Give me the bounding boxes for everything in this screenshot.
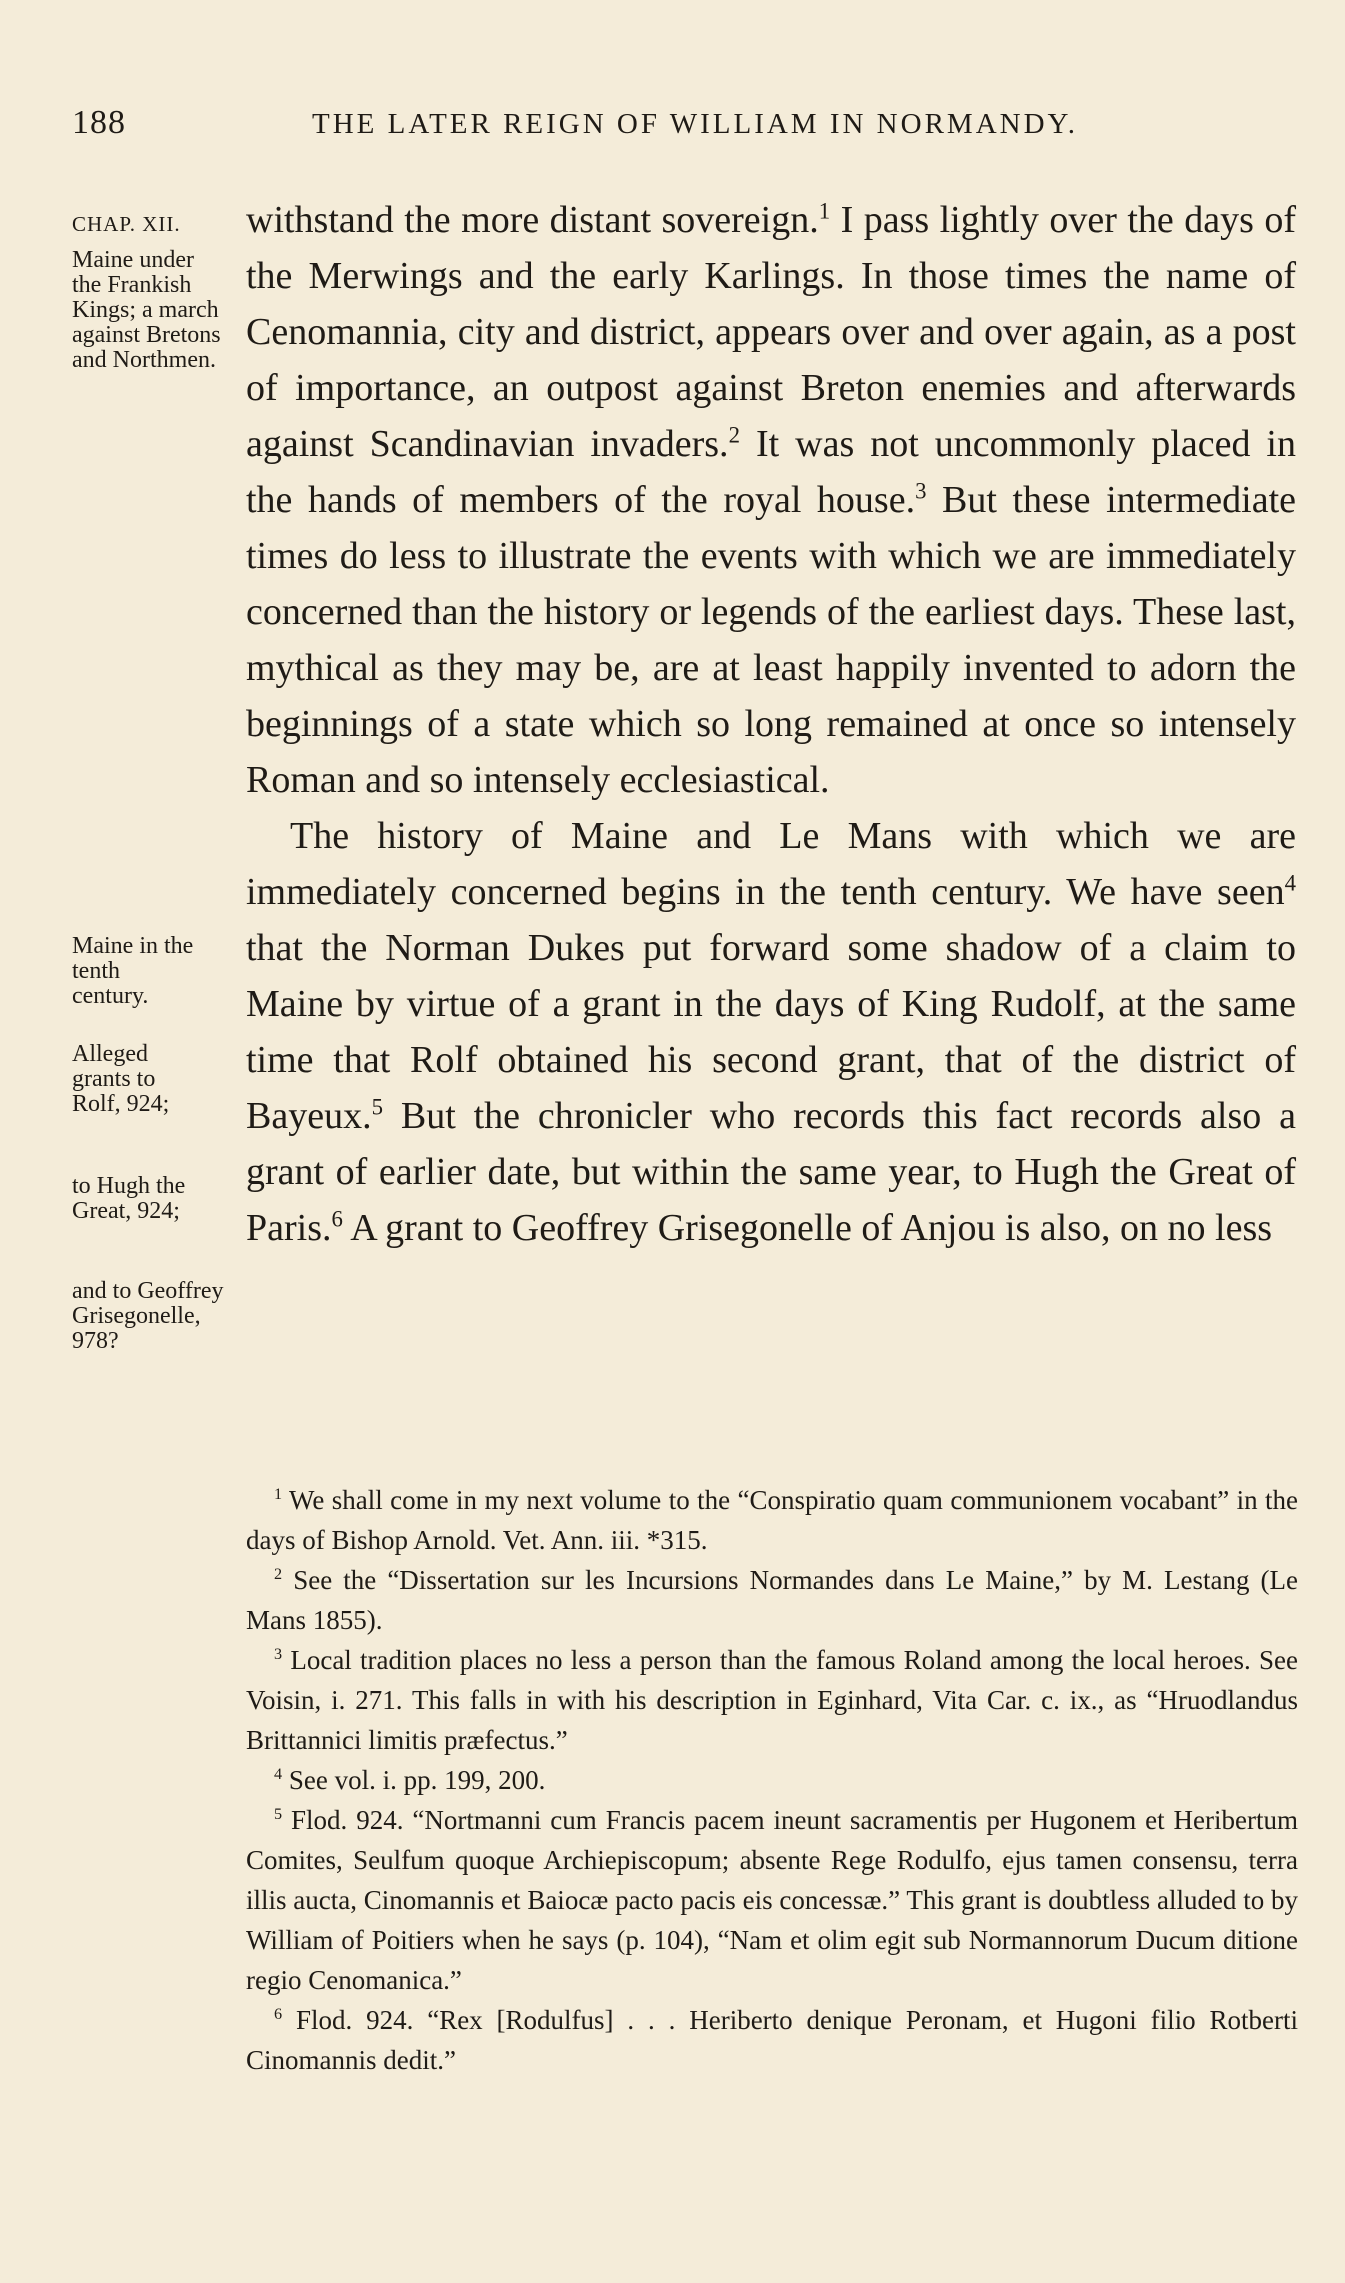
text-run: I pass lightly over the days of the Merwings and the early Karlings. In those times the name of Cenomannia, city and district, appears over and over again, as a post of importance, an outpost against Breton enemies and afterwards against Scandinavian invaders. [246,199,1296,465]
running-title: THE LATER REIGN OF WILLIAM IN NORMANDY. [312,108,1078,140]
footnote-text: Flod. 924. “Nortmanni cum Francis pacem ineunt sacramentis per Hugonem et Heribertum Comites, Seulfum quoque Archiepiscopum; absente Rege Rodulfo, ejus tamen consensu, terra illis aucta, Cinomannis et Baiocæ pacto pacis eis concessæ.” This grant is doubtless alluded to by William of Poitiers when he says (p. 104), “Nam et olim egit sub Normannorum Ducum ditione regio Cenomanica.” [246,1805,1299,1995]
footnote-5 [246,1800,1298,2000]
text-run: The history of Maine and Le Mans with which we are immediately concerned begins in the tenth century. We have seen [246,815,1296,913]
margin-note-hugh-great: to Hugh the Great, 924; [72,1173,186,1224]
margin-note-geoffrey: and to Geoffrey Grisegonelle, 978? [72,1278,224,1354]
footnotes [246,1480,1298,2080]
footnote-1 [246,1480,1298,1560]
text-run: But the chronicler who records this fact records also a grant of earlier date, but within the same year, to Hugh the Great of Paris. [246,1095,1296,1249]
footnote-mark: 1 [274,1485,283,1503]
footnote-ref[interactable]: 5 [371,1094,383,1120]
footnote-mark: 4 [274,1765,283,1783]
text-run: that the Norman Dukes put forward some shadow of a claim to Maine by virtue of a grant in the days of King Rudolf, at the same time that Rolf obtained his second grant, that of the district of Bayeux. [246,927,1296,1137]
footnote-text: See vol. i. pp. 199, 200. [288,1765,546,1795]
text-run: A grant to Geoffrey Grisegonelle of Anjou is also, on no less [342,1207,1273,1249]
margin-note-grants-rolf: Alleged grants to Rolf, 924; [72,1041,170,1117]
main-text [246,192,1296,1256]
footnote-3 [246,1640,1298,1760]
footnote-mark: 6 [274,2005,283,2023]
footnote-text: See the “Dissertation sur les Incursions Normandes dans Le Maine,” by M. Lestang (Le Mans 1855). [246,1565,1299,1635]
footnote-6 [246,2000,1298,2080]
footnote-mark: 3 [274,1645,283,1663]
footnote-text: Local tradition places no less a person than the famous Roland among the local heroes. See Voisin, i. 271. This falls in with his description in Eginhard, Vita Car. c. ix., as “Hruodlandus Brittannici limitis præfectus.” [246,1645,1298,1755]
footnote-ref[interactable]: 2 [728,422,740,448]
page-number: 188 [72,104,126,141]
paragraph-1 [246,192,1296,808]
margin-note-tenth-century: Maine in the tenth century. [72,933,194,1009]
text-run: withstand the more distant sovereign. [246,199,819,241]
footnote-text: Flod. 924. “Rex [Rodulfus] . . . Heriberto denique Peronam, et Hugoni filio Rotberti Cinomannis dedit.” [246,2005,1299,2075]
margin-note-maine-frankish: Maine under the Frankish Kings; a march against Bretons and Northmen. [72,247,221,373]
running-head [72,104,1275,152]
footnote-ref[interactable]: 1 [818,198,831,224]
footnote-text: We shall come in my next volume to the “Conspiratio quam communionem vocabant” in the days of Bishop Arnold. Vet. Ann. iii. *315. [246,1485,1299,1555]
footnote-mark: 5 [274,1805,283,1823]
text-run: But these intermediate times do less to illustrate the events with which we are immediately concerned than the history or legends of the earliest days. These last, mythical as they may be, are at least happily invented to adorn the beginnings of a state which so long remained at once so intensely Roman and so intensely ecclesiastical. [246,479,1296,801]
footnote-mark: 2 [274,1565,283,1583]
footnote-ref[interactable]: 4 [1284,870,1296,896]
footnote-4 [246,1760,1298,1800]
footnote-ref[interactable]: 6 [331,1206,343,1232]
footnote-2 [246,1560,1298,1640]
paragraph-2 [246,808,1296,1256]
chapter-marker: CHAP. XII. [72,212,181,236]
footnote-ref[interactable]: 3 [915,478,927,504]
text-run: It was not uncommonly placed in the hands of members of the royal house. [246,423,1296,521]
